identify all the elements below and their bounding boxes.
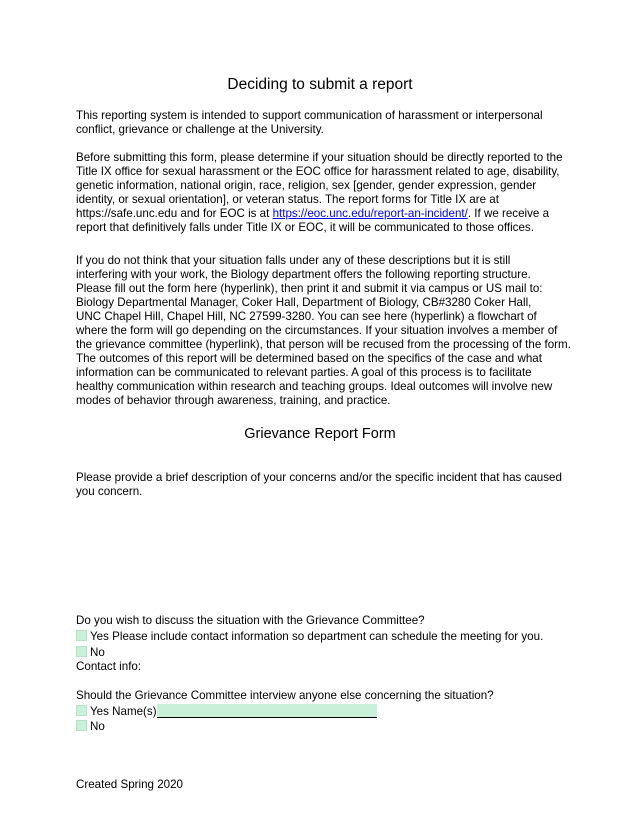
biology-paragraph [76, 254, 576, 408]
q1-yes-checkbox[interactable] [76, 630, 87, 641]
determine-line: report that definitively falls under Title IX or EOC, it will be communicated to those offices. [76, 221, 534, 234]
q1-yes-label: Yes Please include contact information so department can schedule the meeting for you. [90, 630, 544, 643]
q1-yes-option[interactable] [76, 630, 543, 644]
q2-no-checkbox[interactable] [76, 720, 87, 731]
q1-question: Do you wish to discuss the situation with the Grievance Committee? [76, 614, 425, 627]
q2-yes-checkbox[interactable] [76, 705, 87, 716]
biology-line: the grievance committee (hyperlink), that person will be recused from the processing of the form. [76, 338, 571, 351]
biology-line: Please fill out the form here (hyperlink), then print it and submit it via campus or US mail to: [76, 282, 543, 295]
biology-line: where the form will go depending on the circumstances. If your situation involves a member of [76, 324, 558, 337]
footer-created: Created Spring 2020 [76, 778, 183, 791]
intro-paragraph [76, 109, 576, 137]
q2-question: Should the Grievance Committee interview anyone else concerning the situation? [76, 689, 494, 702]
biology-line: healthy communication within research and teaching groups. Ideal outcomes will involve new [76, 380, 553, 393]
description-prompt-line: you concern. [76, 485, 143, 498]
biology-line: The outcomes of this report will be determined based on the specifics of the case and what [76, 352, 542, 365]
q1-no-checkbox[interactable] [76, 646, 87, 657]
determine-line: Title IX office for sexual harassment or the EOC office for harassment related to age, disability, [76, 165, 560, 178]
q2-no-option[interactable] [76, 720, 105, 734]
intro-line: This reporting system is intended to support communication of harassment or interpersonal [76, 109, 543, 122]
determine-line: genetic information, national origin, race, religion, sex [gender, gender expression, gender [76, 179, 537, 192]
q2-yes-label: Yes Name(s) [90, 705, 157, 718]
intro-line: conflict, grievance or challenge at the University. [76, 123, 324, 136]
biology-line: interfering with your work, the Biology department offers the following reporting structure. [76, 268, 531, 281]
description-prompt [76, 471, 576, 499]
q1-no-label: No [90, 646, 105, 659]
determine-line-text: https://safe.unc.edu and for EOC is at [76, 207, 273, 220]
q2-no-label: No [90, 720, 105, 733]
page-title: Deciding to submit a report [227, 76, 413, 93]
names-input[interactable] [157, 704, 377, 718]
biology-line: UNC Chapel Hill, Chapel Hill, NC 27599-3280. You can see here (hyperlink) a flowchart of [76, 310, 537, 323]
eoc-report-link[interactable]: https://eoc.unc.edu/report-an-incident/ [272, 207, 468, 220]
form-title: Grievance Report Form [244, 426, 396, 442]
biology-line: modes of behavior through awareness, training, and practice. [76, 394, 391, 407]
determine-after-link: . If we receive a [467, 207, 550, 220]
q2-yes-option[interactable] [76, 704, 377, 719]
contact-info-label: Contact info: [76, 660, 142, 673]
determine-line: Before submitting this form, please determine if your situation should be directly reported to the [76, 151, 563, 164]
biology-line: If you do not think that your situation falls under any of these descriptions but it is still [76, 254, 511, 267]
determine-line: identity, or sexual orientation], or veteran status. The report forms for Title IX are at [76, 193, 499, 206]
description-prompt-line: Please provide a brief description of your concerns and/or the specific incident that has caused [76, 471, 562, 484]
biology-line: Biology Departmental Manager, Coker Hall, Department of Biology, CB#3280 Coker Hall, [76, 296, 532, 309]
biology-line: information can be communicated to relevant parties. A goal of this process is to facilitate [76, 366, 532, 379]
determine-paragraph [76, 151, 576, 235]
determine-line-with-link [76, 207, 576, 221]
q1-no-option[interactable] [76, 646, 105, 660]
